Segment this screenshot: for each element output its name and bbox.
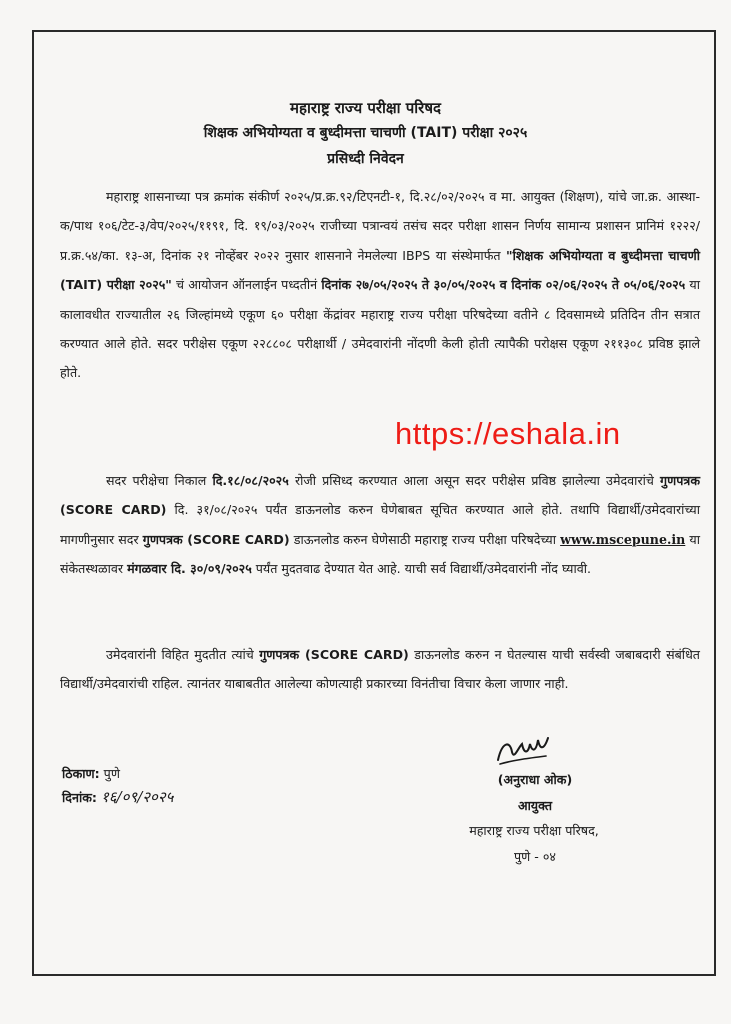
p2-text-c: रोजी प्रसिध्द करण्यात आला असून सदर परीक्षेस प्रविष्ठ झालेल्या उमेदवारांचे [294,473,654,488]
signatory-city: पुणे - ०४ [514,849,556,864]
signatory-role: आयुक्त [517,798,553,813]
p1-text-e: या कालावधीत राज्यातील २६ जिल्हांमध्ये एकूण ६० परीक्षा केंद्रांवर महाराष्ट्र राज्य परीक्षा परिषदेच्या वतीने ८ दिवसामध्ये प्रतिदिन तीन सत्रात करण्यात आले होते. सदर परीक्षेस एकूण २२८८०८ परीक्षार्थी / उमेदवारांनी नोंदणी केली होती त्यापैकी परोक्षस एकूण २११३०८ प्रविष्ठ झाले होते. [60,277,700,381]
p2-text-i: या संकेतस्थळावर [60,531,700,577]
p2-scorecard-1: गुणपत्रक (SCORE CARD) [60,473,701,518]
handwritten-signature [494,730,554,772]
paragraph-2 [60,466,700,584]
org-title: महाराष्ट्र राज्य परीक्षा परिषद [290,99,441,117]
signatory-name: (अनुराधा ओक) [497,772,573,787]
p1-text-a: महाराष्ट्र शासनाच्या पत्र क्रमांक संकीर्ण २०२५/प्र.क्र.९२/टिएनटी-१, दि.२८/०२/२०२५ व मा. आयुक्त (शिक्षण), यांचे जा.क्र. आस्था-क/पाथ १०६/टेट-३/वेप/२०२५/११९१, दि. १९/०३/२०२५ राजीच्या पत्रान्वयं तसंच सदर परीक्षा शासन निर्णय सामान्य प्रशासन प्रानिमं १२२२/प्र.क्र.५४/का. १३-अ, दिनांक २१ नोव्हेंबर २०२२ नुसार शासनाने नेमलेल्या IBPS या संस्थेमार्फत [60,189,700,263]
p3-text-a: उमेदवारांनी विहित मुदतीत त्यांचे [106,647,254,662]
paragraph-3 [60,640,700,699]
watermark-url: https://eshala.in [395,416,621,451]
website-link[interactable]: www.mscepune.in [560,531,686,547]
p2-text-a: सदर परीक्षेचा निकाल [106,473,207,488]
p3-scorecard: गुणपत्रक (SCORE CARD) [259,647,409,662]
p2-text-k: पर्यंत मुदतवाढ देण्यात येत आहे. याची सर्व विद्यार्थी/उमेदवारांनी नोंद घ्यावी. [255,561,592,577]
p2-scorecard-2: गुणपत्रक (SCORE CARD) [142,531,290,547]
paragraph-1 [60,182,700,388]
p1-exam-name: "शिक्षक अभियोग्यता व बुध्दीमत्ता चाचणी (TAIT) परीक्षा २०२५" [60,247,701,293]
signatory-org: महाराष्ट्र राज्य परीक्षा परिषद, [469,823,599,838]
date-label: दिनांक: [62,790,97,805]
p2-deadline: मंगळवार दि. ३०/०९/२०२५ [127,561,252,577]
p2-result-date: दि.१८/०८/२०२५ [212,473,289,488]
p3-text-c: डाऊनलोड करुन न घेतल्यास याची सर्वस्वी जबाबदारी संबंधित विद्यार्थी/उमेदवारांची राहिल. त्यानंतर याबाबतीत आलेल्या कोणत्याही प्रकारच्या विनंतीचा विचार केला जाणार नाही. [60,647,700,692]
notice-title: प्रसिध्दी निवेदन [327,151,404,167]
exam-title: शिक्षक अभियोग्यता व बुध्दीमत्ता चाचणी (TAIT) परीक्षा २०२५ [203,125,528,141]
p1-exam-dates: दिनांक २७/०५/२०२५ ते ३०/०५/२०२५ व दिनांक ०२/०६/२०२५ ते ०५/०६/२०२५ [321,277,686,293]
place-line [62,765,120,782]
date-value: १६/०९/२०२५ [100,788,174,806]
date-line [62,787,173,807]
place-label: ठिकाण: [62,766,100,781]
p2-text-g: डाऊनलोड करुन घेणेसाठी महाराष्ट्र राज्य परीक्षा परिषदेच्या [293,531,556,547]
place-value: पुणे [103,766,120,781]
p2-text-e: दि. ३१/०८/२०२५ पर्यंत डाऊनलोड करुन घेणेबाबत सूचित करण्यात आले होते. तथापि विद्यार्थी/उमेदवारांच्या मागणीनुसार सदर [60,502,700,547]
p1-text-c: चं आयोजन ऑनलाईन पध्दतीनं [176,277,318,293]
